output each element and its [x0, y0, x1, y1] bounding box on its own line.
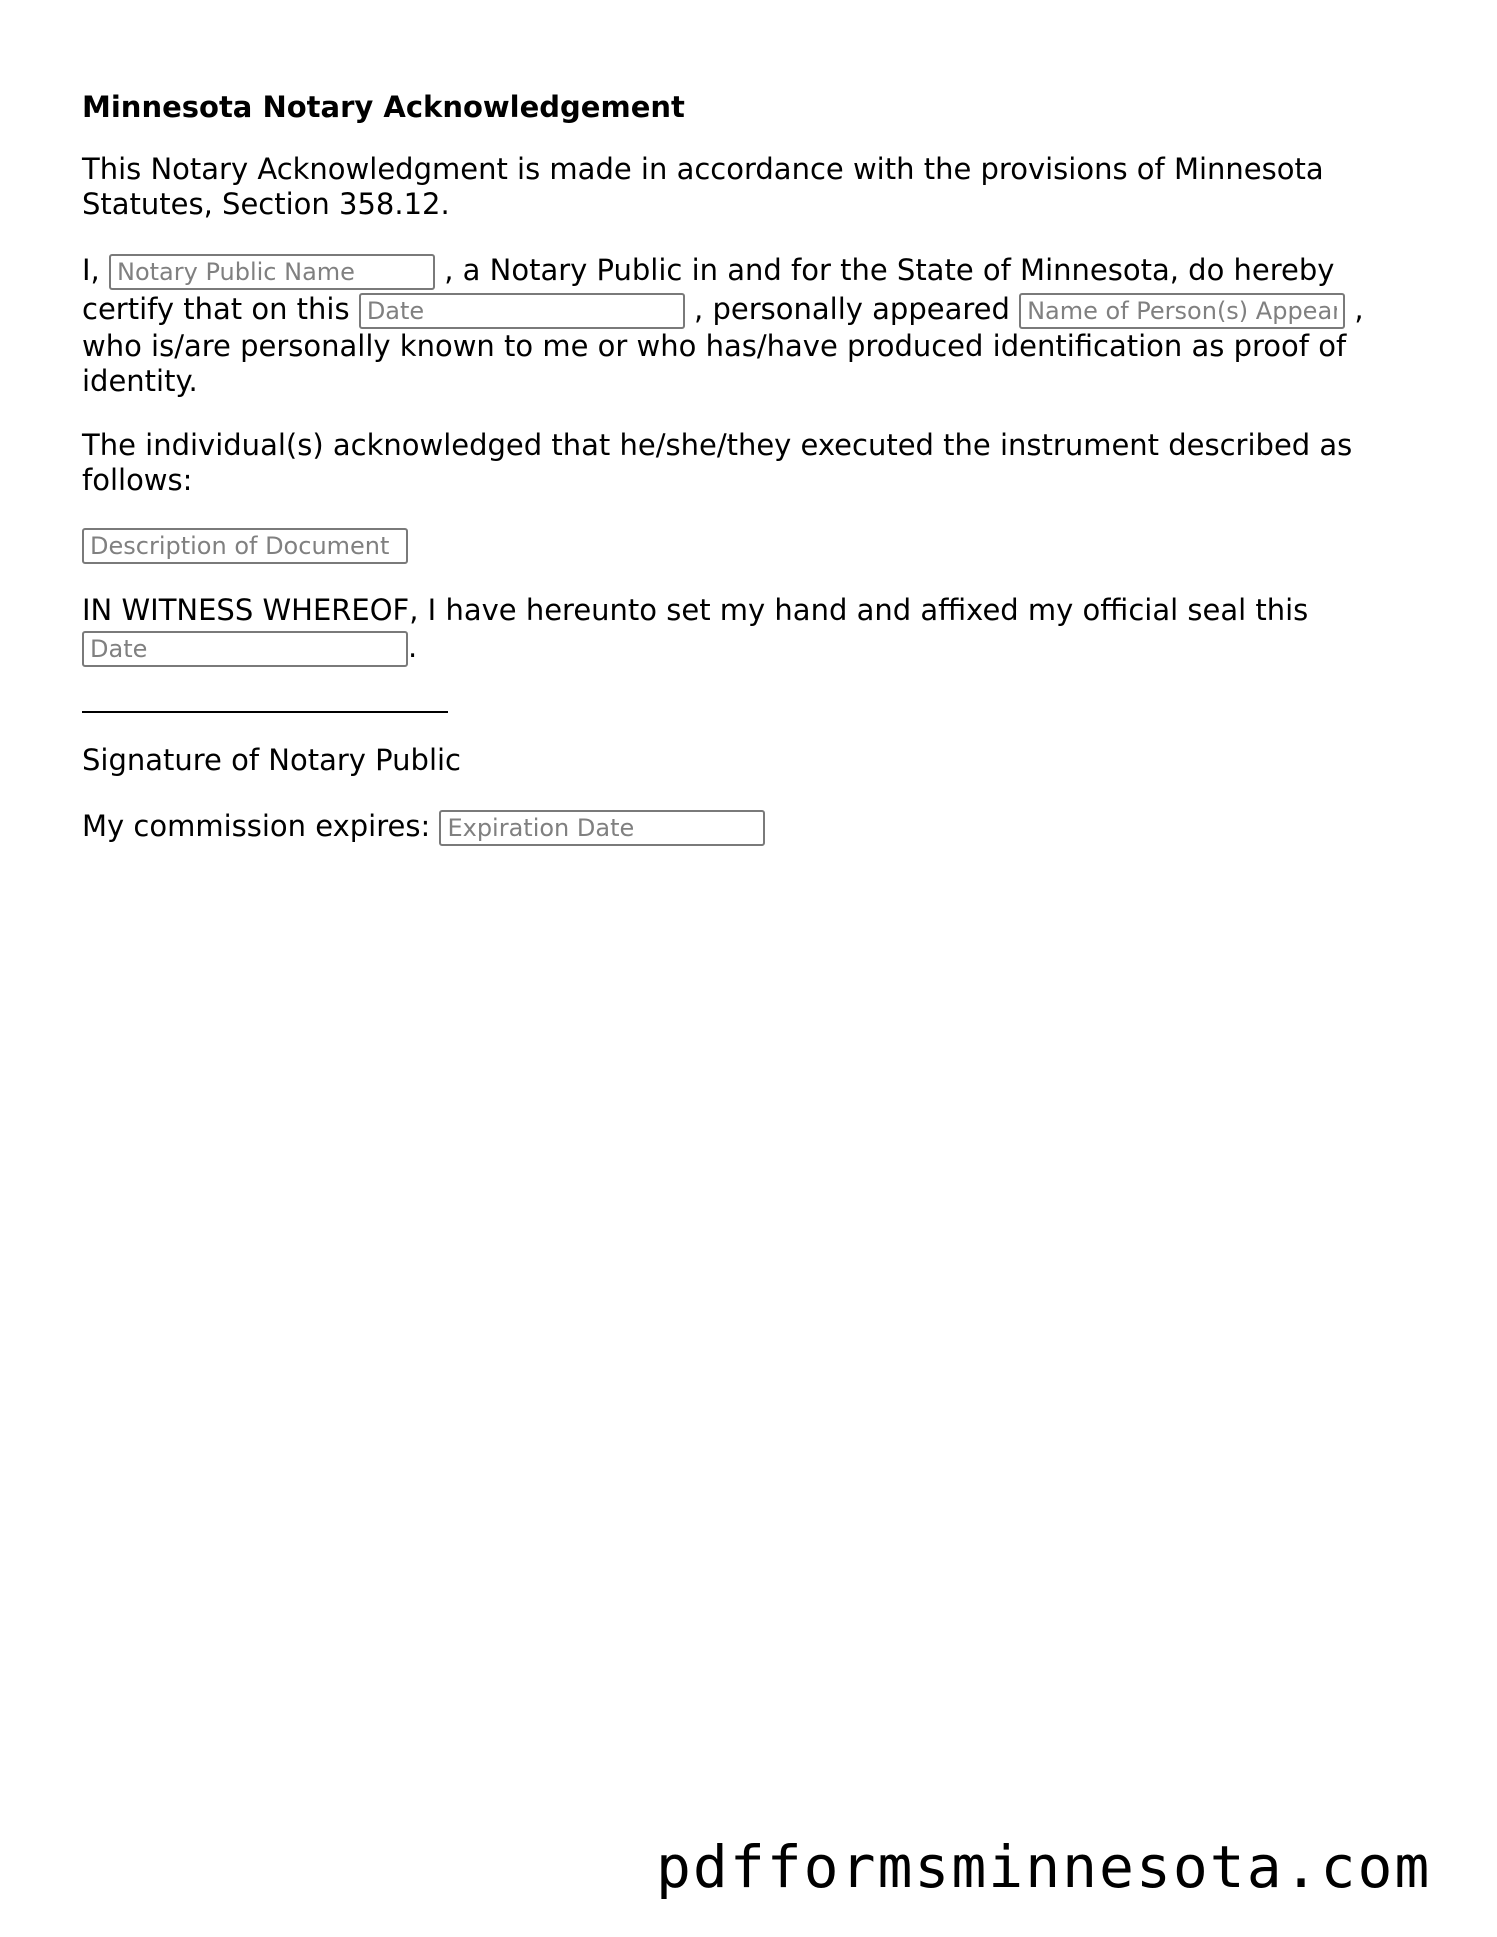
intro-line-2: Statutes, Section 358.12. [82, 187, 450, 221]
certify-prefix: I, [82, 253, 100, 287]
witness-paragraph [82, 593, 1382, 667]
notary-name-input[interactable] [109, 254, 435, 290]
witness-date-row [82, 628, 1382, 667]
description-row [82, 527, 1382, 564]
seal-date-input[interactable] [82, 631, 408, 667]
signature-line [82, 711, 448, 713]
witness-text: IN WITNESS WHEREOF, I have hereunto set my hand and affixed my official seal this [82, 593, 1309, 627]
intro-paragraph [82, 152, 1382, 222]
appeared-text: , personally appeared [694, 292, 1010, 326]
instrument-paragraph [82, 428, 1382, 498]
certify-line-1 [82, 251, 1382, 290]
certify-after-name: , a Notary Public in and for the State of Minnesota, do hereby [444, 253, 1335, 287]
intro-line-1: This Notary Acknowledgment is made in accordance with the provisions of Minnesota [82, 152, 1324, 186]
certify-line-2 [82, 290, 1382, 329]
after-person-comma: , [1354, 292, 1364, 326]
expiration-date-input[interactable] [439, 810, 765, 846]
notary-form [82, 90, 1382, 875]
instrument-line-1: The individual(s) acknowledged that he/she/they executed the instrument described as [82, 428, 1353, 462]
person-appearing-input[interactable] [1019, 293, 1345, 329]
certify-line-4: identity. [82, 364, 198, 398]
commission-label: My commission expires: [82, 809, 431, 843]
witness-period: . [408, 630, 418, 664]
certify-text: certify that on this [82, 292, 350, 326]
signature-label: Signature of Notary Public [82, 743, 461, 777]
instrument-line-2: follows: [82, 463, 193, 497]
watermark: pdfformsminnesota.com [656, 1833, 1432, 1901]
page-title: Minnesota Notary Acknowledgement [82, 90, 685, 124]
document-description-input[interactable] [82, 528, 408, 564]
commission-row [82, 807, 1382, 846]
appearance-date-input[interactable] [359, 293, 685, 329]
certify-line-3: who is/are personally known to me or who has/have produced identification as proof of [82, 329, 1347, 363]
certify-paragraph [82, 251, 1382, 399]
